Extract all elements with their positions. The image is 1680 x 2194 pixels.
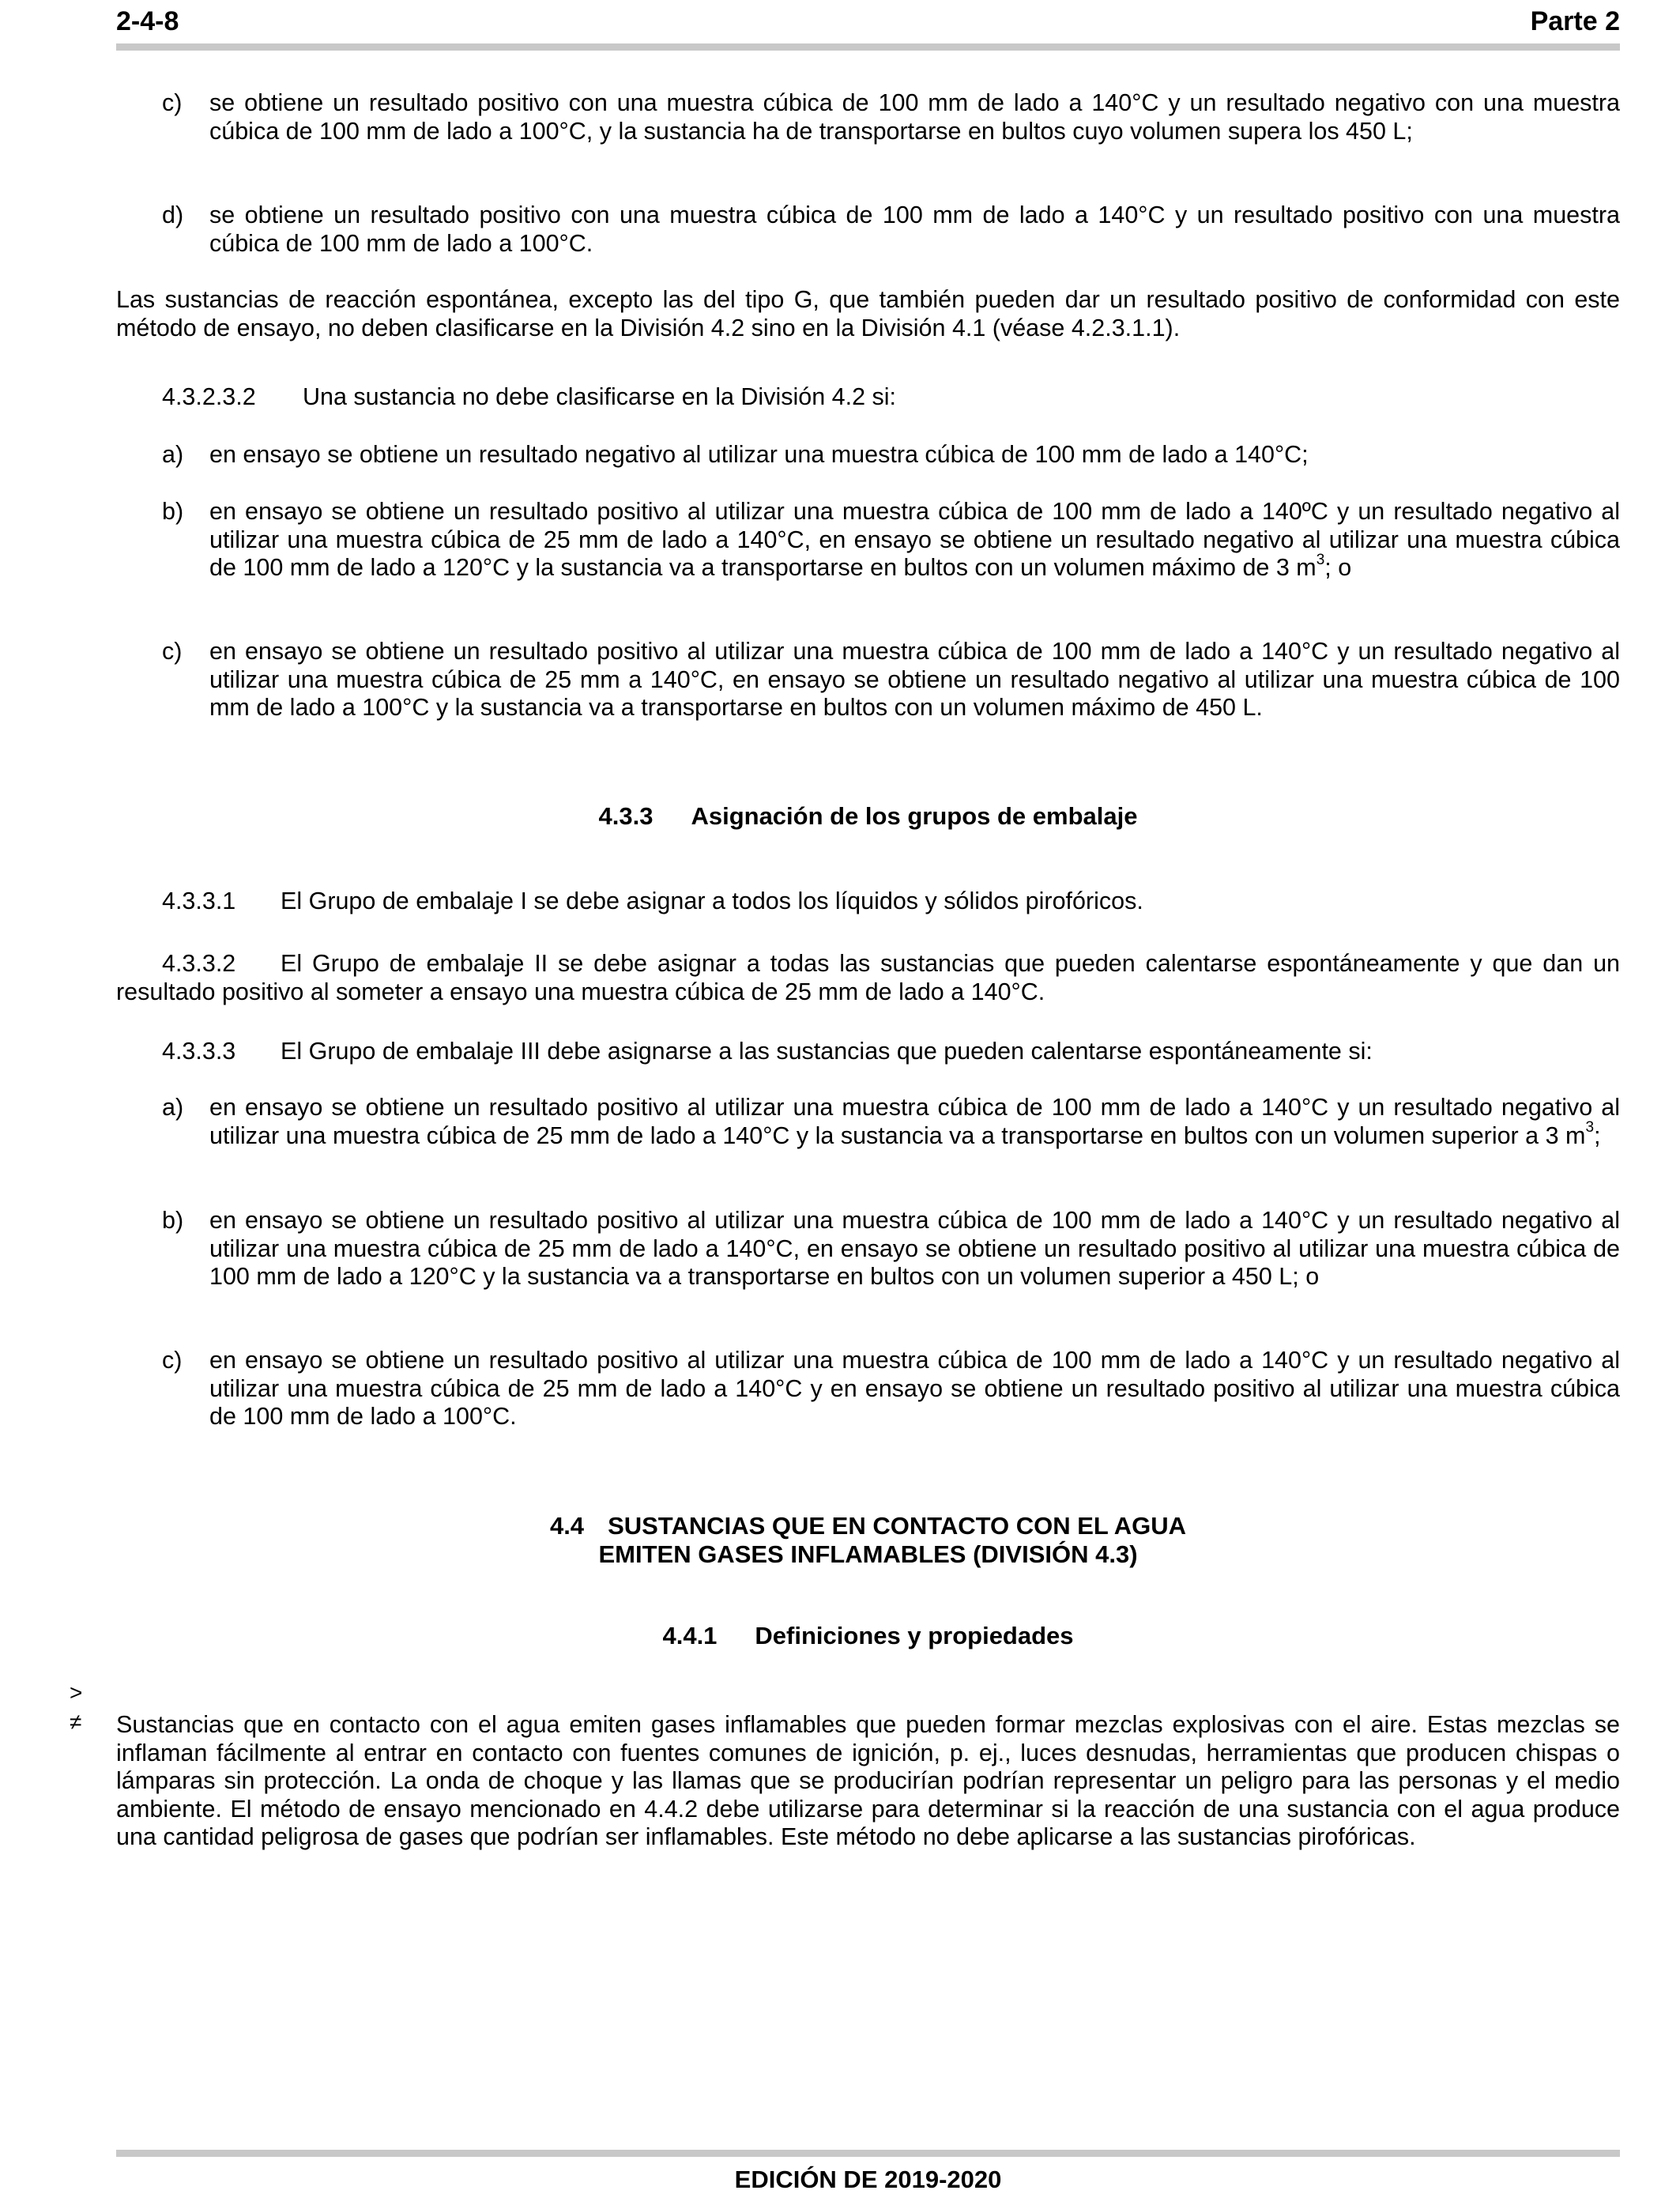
paragraph-4-3-3-1 [162,888,1620,916]
paragraph-4-3-2-3-2 [162,383,1620,412]
list-label: d) [162,202,184,228]
paragraph-reaccion: Las sustancias de reacción espontánea, excepto las del tipo G, que también pueden dar un resultado positivo de conformidad con este método de ensayo, no deben clasificarse en la División 4.2 sino en la División 4.1 (véase 4.2.3.1.1). [116,286,1620,341]
list-text: en ensayo se obtiene un resultado positivo al utilizar una muestra cúbica de 100 mm de lado a 140°C y un resultado negativo al utilizar una muestra cúbica de 25 mm a 140°C, en ensayo se obtiene un resultado negativo al utilizar una muestra cúbica de 100 mm de lado a 100°C y la sustancia va a transportarse en bultos con un volumen máximo de 450 L. [209,638,1620,721]
page-number: 2-4-8 [116,6,179,36]
list-text-part: en ensayo se obtiene un resultado positivo al utilizar una muestra cúbica de 100 mm de lado a 140ºC y un resultado negativo al utilizar una muestra cúbica de 25 mm de lado a 140°C, en ensayo se obtiene un resultado negativo al utilizar una muestra cúbica de 100 mm de lado a 120°C y la sustancia va a transportarse en bultos con un volumen máximo de 3 m [209,498,1620,581]
list-item [162,89,1620,145]
list-label: b) [162,498,184,525]
section-number: 4.4.1 [662,1622,718,1649]
list-text: se obtiene un resultado positivo con una muestra cúbica de 100 mm de lado a 140°C y un resultado negativo con una muestra cúbica de 100 mm de lado a 100°C, y la sustancia ha de transportarse en bultos cuyo volumen supera los 450 L; [209,89,1620,145]
margin-mark: > [70,1680,83,1705]
paragraph-4-3-3-2 [116,950,1620,1006]
list-text [209,1094,1620,1150]
paragraph-text: Una sustancia no debe clasificarse en la División 4.2 si: [303,383,897,410]
list-item [162,1207,1620,1291]
list-text-part: ; o [1324,554,1352,581]
list-label: a) [162,1094,184,1121]
part-label: Parte 2 [1530,6,1620,36]
list-text: se obtiene un resultado positivo con una muestra cúbica de 100 mm de lado a 140°C y un resultado positivo con una muestra cúbica de 100 mm de lado a 100°C. [209,202,1620,257]
list-text: en ensayo se obtiene un resultado positivo al utilizar una muestra cúbica de 100 mm de lado a 140°C y un resultado negativo al utilizar una muestra cúbica de 25 mm de lado a 140°C, en ensayo se obtiene un resultado positivo al utilizar una muestra cúbica de 100 mm de lado a 120°C y la sustancia va a transportarse en bultos con un volumen superior a 450 L; o [209,1207,1620,1290]
list-label: c) [162,89,183,116]
header-rule [116,43,1620,51]
section-heading-4-3-3 [116,802,1620,831]
section-heading-4-4 [116,1512,1620,1569]
paragraph-number: 4.3.3.1 [162,888,236,914]
paragraph-4-3-3-3 [162,1038,1620,1066]
list-label: b) [162,1207,184,1234]
list-item [162,1094,1620,1150]
margin-mark: ≠ [70,1710,82,1734]
list-text-part: en ensayo se obtiene un resultado positivo al utilizar una muestra cúbica de 100 mm de lado a 140°C y un resultado negativo al utilizar una muestra cúbica de 25 mm de lado a 140°C y la sustancia va a transportarse en bultos con un volumen superior a 3 m [209,1094,1620,1149]
list-text: en ensayo se obtiene un resultado negativo al utilizar una muestra cúbica de 100 mm de lado a 140°C; [209,441,1309,468]
paragraph-number: 4.3.2.3.2 [162,383,256,410]
paragraph-number: 4.3.3.3 [162,1038,236,1065]
section-title: Definiciones y propiedades [755,1622,1074,1649]
list-item [162,202,1620,258]
list-text: en ensayo se obtiene un resultado positivo al utilizar una muestra cúbica de 100 mm de lado a 140°C y un resultado negativo al utilizar una muestra cúbica de 25 mm de lado a 140°C y en ensayo se obtiene un resultado positivo al utilizar una muestra cúbica de 100 mm de lado a 100°C. [209,1347,1620,1430]
section-number: 4.4 [549,1512,585,1540]
list-label: a) [162,441,184,468]
section-title: Asignación de los grupos de embalaje [691,802,1138,830]
list-text [209,498,1620,582]
list-item [162,441,1620,469]
list-label: c) [162,638,183,665]
paragraph-number: 4.3.3.2 [162,950,236,977]
page-header [116,3,1620,40]
section-title-line1: SUSTANCIAS QUE EN CONTACTO CON EL AGUA [608,1512,1187,1540]
edition-footer: EDICIÓN DE 2019-2020 [734,2166,1002,2193]
list-label: c) [162,1347,183,1374]
section-number: 4.3.3 [598,802,654,830]
section-heading-line [116,1512,1620,1540]
section-title-line2: EMITEN GASES INFLAMABLES (DIVISIÓN 4.3) [598,1540,1138,1568]
footer-rule [116,2150,1620,2157]
paragraph-text: El Grupo de embalaje II se debe asignar a todas las sustancias que pueden calentarse espontáneamente y que dan un resultado positivo al someter a ensayo una muestra cúbica de 25 mm de lado a 140°C. [116,950,1620,1005]
paragraph-definiciones: Sustancias que en contacto con el agua emiten gases inflamables que pueden formar mezclas explosivas con el aire. Estas mezclas se inflaman fácilmente al entrar en contacto con fuentes comunes de ignición, p. ej., luces desnudas, herramientas que producen chispas o lámparas sin protección. La onda de choque y las llamas que se producirían podrían representar un peligro para las personas y el medio ambiente. El método de ensayo mencionado en 4.4.2 debe utilizarse para determinar si la reacción de una sustancia con el agua produce una cantidad peligrosa de gases que podrían ser inflamables. Este método no debe aplicarse a las sustancias pirofóricas. [116,1711,1620,1850]
list-item [162,1347,1620,1431]
paragraph-text: El Grupo de embalaje III debe asignarse a las sustancias que pueden calentarse espontáneamente si: [281,1038,1373,1065]
list-item [162,638,1620,722]
superscript: 3 [1316,551,1325,568]
list-text-part: ; [1594,1122,1601,1149]
paragraph-text: El Grupo de embalaje I se debe asignar a todos los líquidos y sólidos pirofóricos. [281,888,1143,914]
section-heading-4-4-1 [116,1622,1620,1650]
superscript: 3 [1585,1119,1595,1137]
list-item [162,498,1620,582]
